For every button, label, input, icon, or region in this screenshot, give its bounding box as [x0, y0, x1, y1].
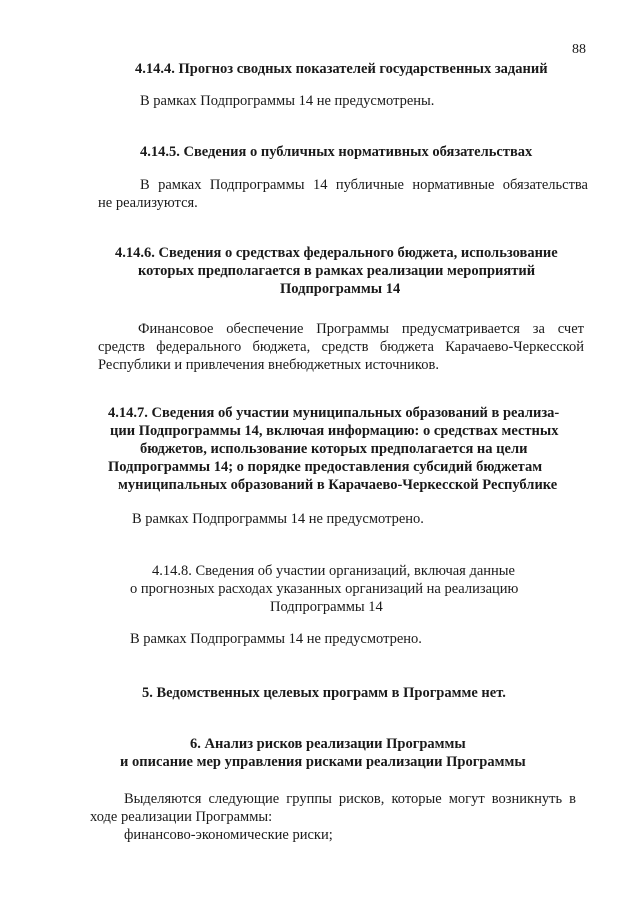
paragraph-4-14-8: В рамках Подпрограммы 14 не предусмотрено. — [130, 631, 422, 647]
heading-4-14-7-line-1: 4.14.7. Сведения об участии муниципальных образований в реализа- — [108, 405, 560, 421]
heading-4-14-6-line-1: 4.14.6. Сведения о средствах федерального бюджета, использование — [115, 245, 558, 261]
paragraph-4-14-6-line-3: Республики и привлечения внебюджетных источников. — [98, 357, 439, 373]
heading-4-14-6-line-3: Подпрограммы 14 — [280, 281, 401, 297]
paragraph-4-14-6-line-1: Финансовое обеспечение Программы предусматривается за счет — [138, 321, 584, 337]
heading-section-6-line-2: и описание мер управления рисками реализации Программы — [120, 754, 526, 770]
heading-4-14-7-line-4: Подпрограммы 14; о порядке предоставления субсидий бюджетам — [108, 459, 543, 475]
heading-4-14-6-line-2: которых предполагается в рамках реализации мероприятий — [138, 263, 536, 279]
heading-4-14-5: 4.14.5. Сведения о публичных нормативных обязательствах — [140, 144, 533, 160]
heading-section-5: 5. Ведомственных целевых программ в Программе нет. — [142, 685, 506, 701]
paragraph-section-6-line-3: финансово-экономические риски; — [124, 827, 333, 843]
paragraph-4-14-4: В рамках Подпрограммы 14 не предусмотрены. — [140, 93, 435, 109]
heading-section-6-line-1: 6. Анализ рисков реализации Программы — [190, 736, 466, 752]
heading-4-14-8-line-1: 4.14.8. Сведения об участии организаций, включая данные — [152, 563, 515, 579]
heading-4-14-8-line-3: Подпрограммы 14 — [270, 599, 383, 615]
heading-4-14-4: 4.14.4. Прогноз сводных показателей государственных заданий — [135, 61, 548, 77]
paragraph-section-6-line-2: ходе реализации Программы: — [90, 809, 273, 825]
paragraph-4-14-5-line-2: не реализуются. — [98, 195, 198, 211]
paragraph-section-6-line-1: Выделяются следующие группы рисков, которые могут возникнуть в — [124, 791, 576, 807]
paragraph-4-14-6-line-2: средств федерального бюджета, средств бюджета Карачаево-Черкесской — [98, 339, 584, 355]
heading-4-14-7-line-3: бюджетов, использование которых предполагается на цели — [140, 441, 528, 457]
paragraph-4-14-7: В рамках Подпрограммы 14 не предусмотрено. — [132, 511, 424, 527]
heading-4-14-7-line-2: ции Подпрограммы 14, включая информацию: о средствах местных — [110, 423, 559, 439]
heading-4-14-8-line-2: о прогнозных расходах указанных организаций на реализацию — [130, 581, 519, 597]
heading-4-14-7-line-5: муниципальных образований в Карачаево-Черкесской Республике — [118, 477, 558, 493]
paragraph-4-14-5-line-1: В рамках Подпрограммы 14 публичные нормативные обязательства — [140, 177, 588, 193]
page-number: 88 — [572, 42, 586, 57]
